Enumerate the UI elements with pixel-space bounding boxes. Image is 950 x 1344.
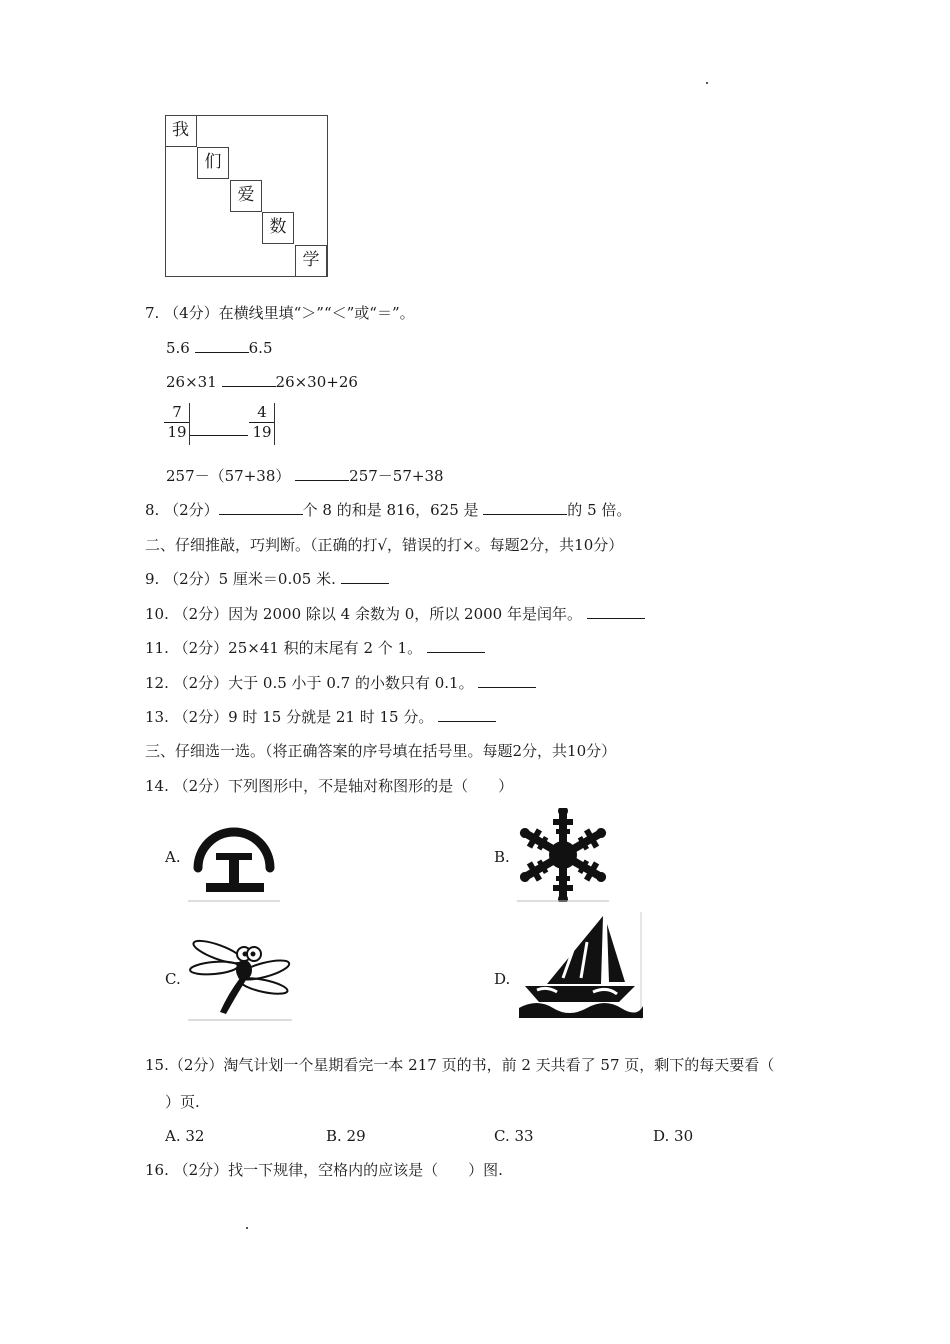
answer-blank[interactable] xyxy=(222,372,276,387)
snowflake-icon xyxy=(517,808,609,902)
q8-prefix: 8. （2分） xyxy=(145,501,219,519)
q7-row1-left: 5.6 xyxy=(166,339,190,357)
q15-option-b[interactable]: B. 29 xyxy=(326,1127,366,1145)
q9 xyxy=(145,569,389,589)
option-d-label[interactable]: D. xyxy=(494,970,511,988)
answer-blank[interactable] xyxy=(587,604,645,619)
q15-option-d[interactable]: D. 30 xyxy=(653,1127,694,1145)
scan-dot xyxy=(246,1227,248,1229)
q8 xyxy=(145,500,631,520)
answer-blank[interactable] xyxy=(341,569,389,584)
q14-stem: 14. （2分）下列图形中，不是轴对称图形的是（ ） xyxy=(145,777,514,795)
grid-cell: 我 xyxy=(165,115,197,147)
option-a-label[interactable]: A. xyxy=(165,848,181,866)
option-b-label[interactable]: B. xyxy=(494,848,510,866)
staircase-grid xyxy=(165,115,328,277)
answer-blank[interactable] xyxy=(190,435,248,436)
q11 xyxy=(145,638,485,658)
q15-option-c[interactable]: C. 33 xyxy=(494,1127,534,1145)
answer-blank[interactable] xyxy=(483,500,567,515)
q15-stem: 15.（2分）淘气计划一个星期看完一本 217 页的书，前 2 天共看了 57 页，剩下的每天要看（ xyxy=(145,1056,775,1074)
answer-blank[interactable] xyxy=(195,338,249,353)
q8-middle: 个 8 的和是 816，625 是 xyxy=(302,501,479,519)
dragonfly-icon xyxy=(188,934,292,1022)
frame-line xyxy=(274,403,275,445)
option-c-label[interactable]: C. xyxy=(165,970,181,988)
frame-line xyxy=(189,403,190,445)
fraction-numerator: 7 xyxy=(172,403,182,421)
q7-row2-left: 26×31 xyxy=(166,373,217,391)
q15-option-a[interactable]: A. 32 xyxy=(165,1127,205,1145)
answer-blank[interactable] xyxy=(478,673,536,688)
symmetric-logo-icon xyxy=(188,806,280,902)
q7-row4-left: 257－（57+38） xyxy=(166,467,291,485)
q7-row2-right: 26×30+26 xyxy=(275,373,358,391)
q10 xyxy=(145,604,645,624)
fraction-numerator: 4 xyxy=(257,403,267,421)
grid-cell: 数 xyxy=(262,212,294,244)
q11-text: 11. （2分）25×41 积的末尾有 2 个 1。 xyxy=(145,639,423,657)
q7-stem: 7. （4分）在横线里填“＞”“＜”或“＝”。 xyxy=(145,304,415,322)
answer-blank[interactable] xyxy=(219,500,303,515)
q16-stem: 16. （2分）找一下规律，空格内的应该是（ ）图. xyxy=(145,1161,503,1179)
q10-text: 10. （2分）因为 2000 除以 4 余数为 0，所以 2000 年是闰年。 xyxy=(145,605,582,623)
fraction-right xyxy=(249,404,275,441)
fraction-denominator: 19 xyxy=(252,423,272,441)
q7-row1-right: 6.5 xyxy=(248,339,273,357)
q8-suffix: 的 5 倍。 xyxy=(567,501,632,519)
q7-row2 xyxy=(166,372,358,392)
q13 xyxy=(145,707,496,727)
grid-cell: 爱 xyxy=(230,180,262,212)
q12-text: 12. （2分）大于 0.5 小于 0.7 的小数只有 0.1。 xyxy=(145,674,474,692)
section-3-heading: 三、仔细选一选。（将正确答案的序号填在括号里。每题2分，共10分） xyxy=(145,742,617,760)
section-2-heading: 二、仔细推敲，巧判断。（正确的打√，错误的打×。每题2分，共10分） xyxy=(145,536,624,554)
q7-row1 xyxy=(166,338,273,358)
grid-cell: 学 xyxy=(295,245,327,277)
sailboat-icon xyxy=(517,912,643,1022)
fraction-denominator: 19 xyxy=(167,423,187,441)
grid-cell: 们 xyxy=(197,147,229,179)
q13-text: 13. （2分）9 时 15 分就是 21 时 15 分。 xyxy=(145,708,434,726)
answer-blank[interactable] xyxy=(295,466,349,481)
scan-dot xyxy=(706,82,708,84)
fraction-left xyxy=(164,404,190,441)
q15-stem-cont: ）页. xyxy=(165,1093,200,1111)
q7-row4 xyxy=(166,466,444,486)
q9-text: 9. （2分）5 厘米＝0.05 米. xyxy=(145,570,336,588)
q7-row4-right: 257－57+38 xyxy=(349,467,444,485)
answer-blank[interactable] xyxy=(427,638,485,653)
answer-blank[interactable] xyxy=(438,707,496,722)
q12 xyxy=(145,673,536,693)
